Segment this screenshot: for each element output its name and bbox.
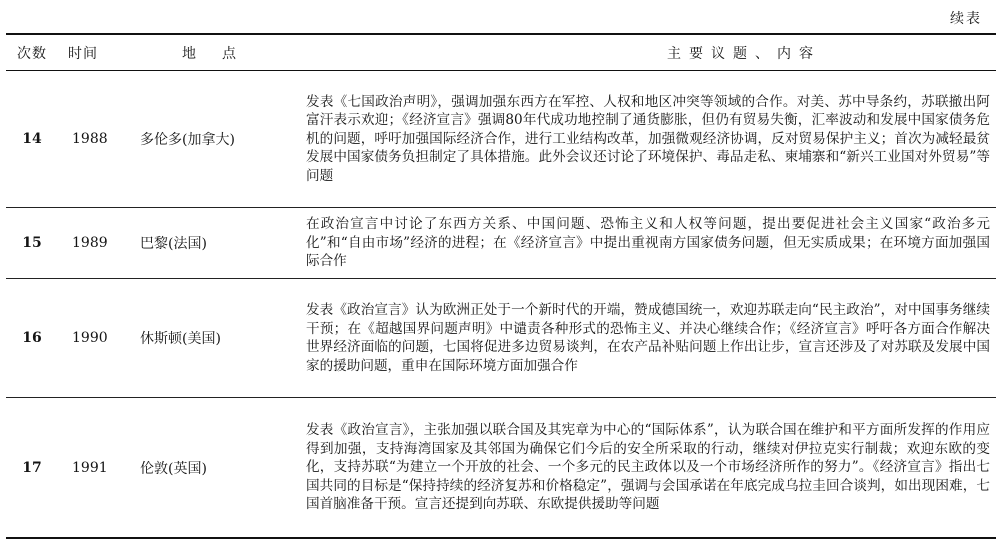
row-year: 1991: [58, 398, 134, 539]
table-row: [6, 279, 996, 398]
header-place: 地点: [134, 34, 302, 71]
summit-table: [6, 33, 996, 539]
row-topics: 发表《政治宣言》，主张加强以联合国及其宪章为中心的“国际体系”，认为联合国在维护和平方面所发挥的作用应得到加强，支持海湾国家及其邻国为确保它们今后的安全所采取的行动，继续对伊拉克实行制裁；欢迎东欧的变化，支持苏联“为建立一个开放的社会、一个多元的民主政体以及一个市场经济所作的努力”。《经济宣言》指出七国共同的目标是“保持持续的经济复苏和价格稳定”，强调与会国承诺在年底完成乌拉圭回合谈判，如出现困难，七国首脑准备干预。宣言还提到向苏联、东欧提供援助等问题: [302, 398, 996, 539]
row-year: 1989: [58, 208, 134, 279]
row-year: 1990: [58, 279, 134, 398]
row-index: 17: [6, 398, 58, 539]
row-place: 伦敦(英国): [134, 398, 302, 539]
row-index: 14: [6, 71, 58, 208]
table-row: [6, 71, 996, 208]
row-index: 15: [6, 208, 58, 279]
table-header: [6, 34, 996, 71]
continued-label: 续表: [950, 11, 982, 27]
table-row: [6, 398, 996, 539]
row-year: 1988: [58, 71, 134, 208]
row-place: 休斯顿(美国): [134, 279, 302, 398]
row-topics: 发表《政治宣言》认为欧洲正处于一个新时代的开端，赞成德国统一，欢迎苏联走向“民主政治”，对中国事务继续干预；在《超越国界问题声明》中谴责各种形式的恐怖主义、并决心继续合作；《经济宣言》呼吁各方面合作解决世界经济面临的问题，七国将促进多边贸易谈判，在农产品补贴问题上作出让步，宣言还涉及了对苏联及发展中国家的援助问题，重申在国际环境方面加强合作: [302, 279, 996, 398]
row-place: 多伦多(加拿大): [134, 71, 302, 208]
header-index: 次数: [6, 34, 58, 71]
row-topics: 发表《七国政治声明》，强调加强东西方在军控、人权和地区冲突等领域的合作。对美、苏中导条约，苏联撤出阿富汗表示欢迎；《经济宣言》强调80年代成功地控制了通货膨胀，但仍有贸易失衡，汇率波动和发展中国家债务危机的问题，呼吁加强国际经济合作，进行工业结构改革，加强微观经济协调，反对贸易保护主义；首次为减轻最贫发展中国家债务负担制定了具体措施。此外会议还讨论了环境保护、毒品走私、柬埔寨和“新兴工业国对外贸易”等问题: [302, 71, 996, 208]
row-place: 巴黎(法国): [134, 208, 302, 279]
row-topics: 在政治宣言中讨论了东西方关系、中国问题、恐怖主义和人权等问题，提出要促进社会主义国家“政治多元化”和“自由市场”经济的进程；在《经济宣言》中提出重视南方国家债务问题，但无实质成果；在环境方面加强国际合作: [302, 208, 996, 279]
table-body: [6, 71, 996, 539]
row-index: 16: [6, 279, 58, 398]
header-topics: 主要议题、内容: [302, 34, 996, 71]
table-row: [6, 208, 996, 279]
header-time: 时间: [58, 34, 134, 71]
